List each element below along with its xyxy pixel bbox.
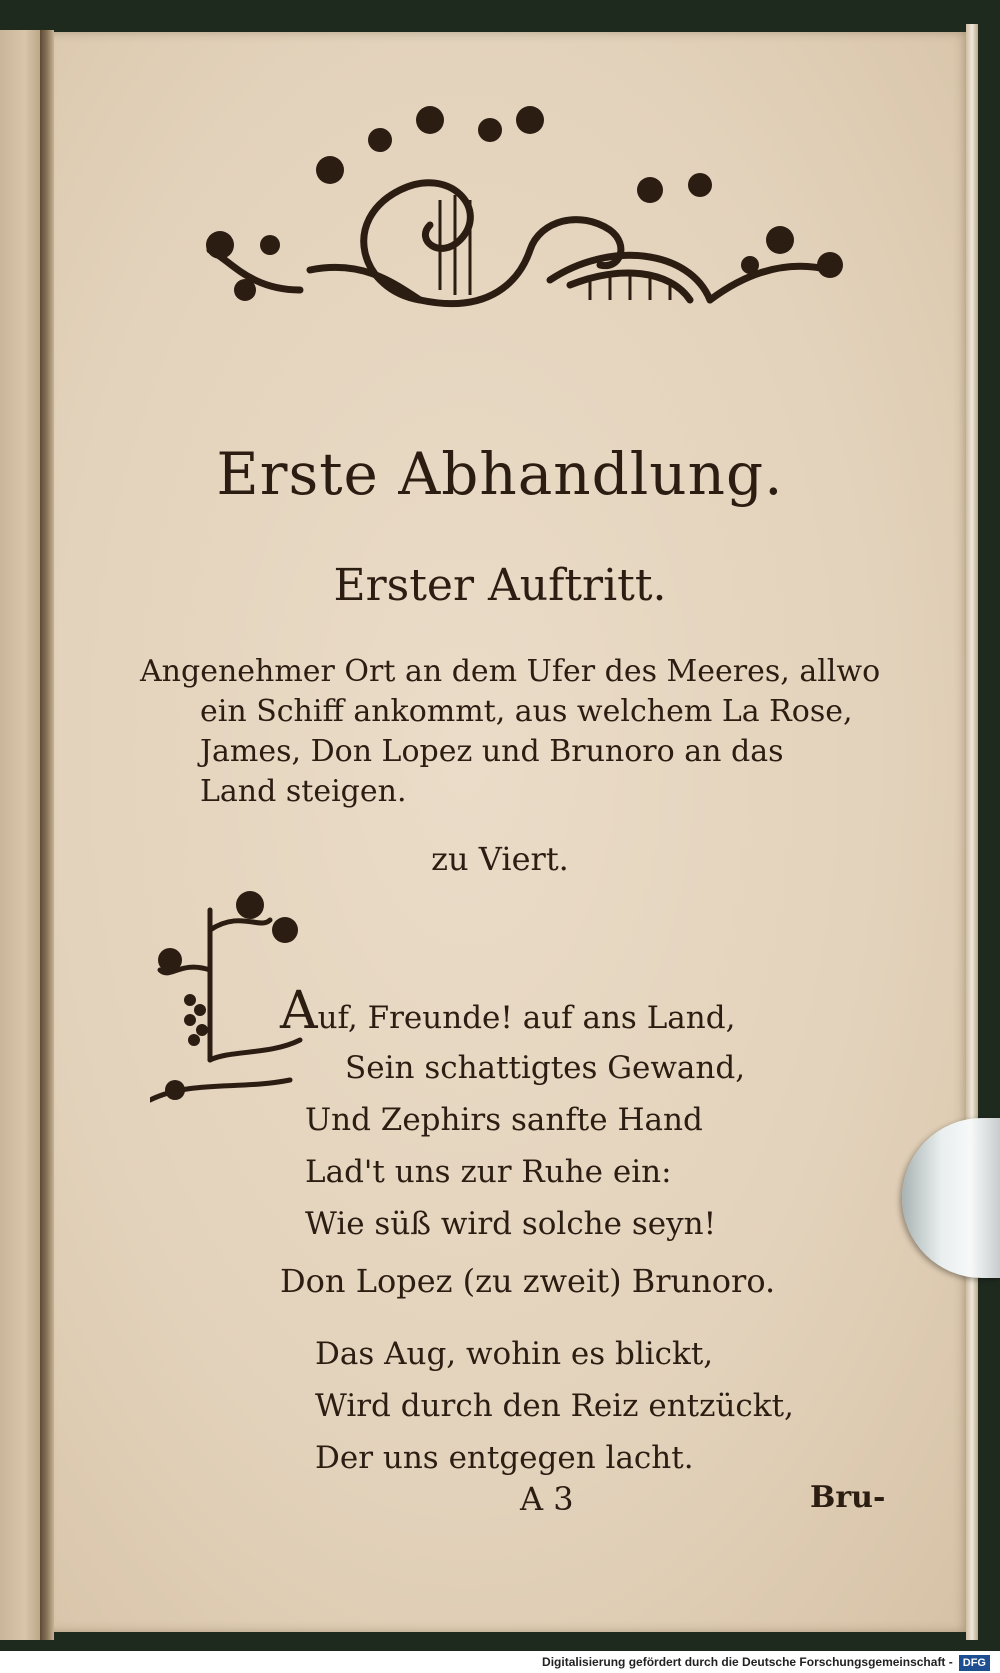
page-edge bbox=[966, 24, 978, 1640]
speaker-label: zu Viert. bbox=[431, 840, 569, 878]
verse-line: Das Aug, wohin es blickt, bbox=[315, 1336, 714, 1372]
speaker-label: Don Lopez (zu zweit) Brunoro. bbox=[280, 1262, 776, 1300]
verse-line: Und Zephirs sanfte Hand bbox=[305, 1102, 703, 1138]
verse-line: Wird durch den Reiz entzückt, bbox=[315, 1388, 794, 1424]
stage-direction-line: James, Don Lopez und Brunoro an das bbox=[200, 734, 784, 769]
verse-line: Der uns entgegen lacht. bbox=[315, 1440, 694, 1476]
book-gutter bbox=[40, 30, 54, 1640]
verse-line: Sein schattigtes Gewand, bbox=[345, 1050, 746, 1086]
verse-line: Lad't uns zur Ruhe ein: bbox=[305, 1154, 672, 1190]
dfg-logo: DFG bbox=[959, 1655, 990, 1671]
stage-direction-line: Angenehmer Ort an dem Ufer des Meeres, allwo bbox=[140, 654, 881, 689]
digitization-footer bbox=[0, 1651, 1000, 1673]
drop-cap: A bbox=[280, 981, 318, 1041]
stage-direction-line: ein Schiff ankommt, aus welchem La Rose, bbox=[200, 694, 853, 729]
catchword: Bru- bbox=[810, 1480, 886, 1515]
footer-credit-text: Digitalisierung gefördert durch die Deutsche Forschungsgemeinschaft - bbox=[542, 1655, 953, 1669]
signature-mark: A 3 bbox=[520, 1480, 574, 1518]
left-page-edge bbox=[0, 30, 42, 1640]
verse-line: Wie süß wird solche seyn! bbox=[305, 1206, 717, 1242]
scene-title: Erster Auftritt. bbox=[333, 560, 667, 611]
act-title: Erste Abhandlung. bbox=[216, 440, 784, 508]
stage-direction-line: Land steigen. bbox=[200, 774, 407, 809]
headpiece-ornament bbox=[190, 100, 870, 340]
verse-line-text: uf, Freunde! auf ans Land, bbox=[317, 1000, 736, 1036]
verse-line bbox=[280, 981, 736, 1044]
